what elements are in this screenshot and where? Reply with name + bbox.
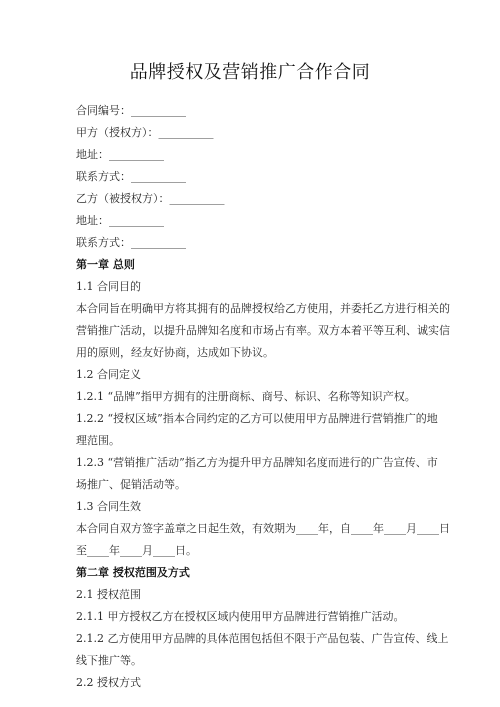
section-heading: 2.2 授权方式 — [76, 676, 141, 689]
party-a-line: 甲方（授权方）：__________ — [76, 126, 214, 139]
clause-line: 1.2.2 “授权区域”指本合同约定的乙方可以使用甲方品牌进行营销推广的地 — [76, 412, 438, 425]
clause-line: 2.1.1 甲方授权乙方在授权区域内使用甲方品牌进行营销推广活动。 — [76, 610, 405, 623]
clause-line: 1.2.1 “品牌”指甲方拥有的注册商标、商号、标识、名称等知识产权。 — [76, 390, 416, 403]
party-a-address-line: 地址：__________ — [76, 148, 164, 161]
chapter-heading: 第二章 授权范围及方式 — [76, 566, 190, 579]
document-body — [76, 100, 450, 694]
clause-line: 1.2.3 “营销推广活动”指乙方为提升甲方品牌知名度而进行的广告宣传、市 — [76, 456, 438, 469]
clause-line: 场推广、促销活动等。 — [76, 478, 186, 491]
paragraph-line: 用的原则，经友好协商，达成如下协议。 — [76, 346, 274, 359]
paragraph-line: 本合同旨在明确甲方将其拥有的品牌授权给乙方使用，并委托乙方进行相关的 — [76, 302, 450, 315]
chapter-heading: 第一章 总则 — [76, 258, 135, 271]
paragraph-line: 本合同自双方签字盖章之日起生效，有效期为____年，自____年____月____日 — [76, 522, 450, 535]
paragraph-line: 至____年____月____日。 — [76, 544, 197, 557]
clause-line: 理范围。 — [76, 434, 120, 447]
section-heading: 1.1 合同目的 — [76, 280, 141, 293]
party-b-contact-line: 联系方式：__________ — [76, 236, 186, 249]
section-heading: 1.2 合同定义 — [76, 368, 141, 381]
document-title: 品牌授权及营销推广合作合同 — [129, 62, 371, 83]
party-b-line: 乙方（被授权方）：__________ — [76, 192, 225, 205]
party-b-address-line: 地址：__________ — [76, 214, 164, 227]
clause-line: 2.1.2 乙方使用甲方品牌的具体范围包括但不限于产品包装、广告宣传、线上 — [76, 632, 449, 645]
section-heading: 1.3 合同生效 — [76, 500, 141, 513]
party-a-contact-line: 联系方式：__________ — [76, 170, 186, 183]
section-heading: 2.1 授权范围 — [76, 588, 141, 601]
paragraph-line: 营销推广活动，以提升品牌知名度和市场占有率。双方本着平等互利、诚实信 — [76, 324, 450, 337]
clause-line: 线下推广等。 — [76, 654, 142, 667]
contract-number-line: 合同编号：__________ — [76, 104, 186, 117]
